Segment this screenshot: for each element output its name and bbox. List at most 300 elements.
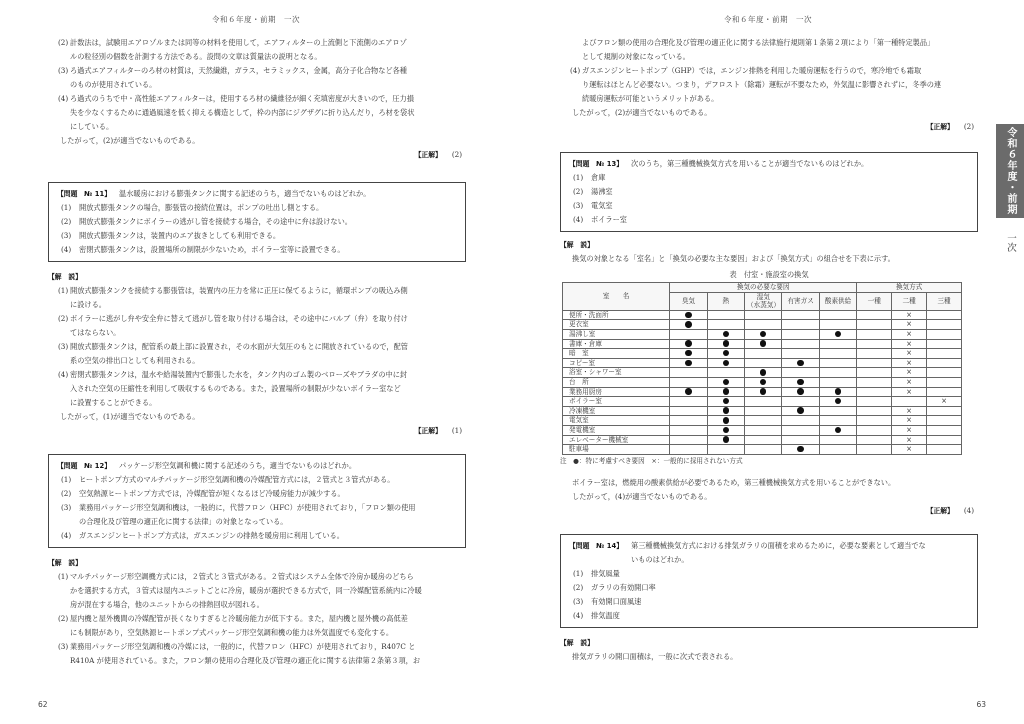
- room-name: 冷凍機室: [563, 406, 670, 416]
- option-text: 排気風量: [591, 568, 620, 578]
- continued-text: [560, 36, 978, 64]
- text-line: ヒートポンプ方式のマルチパッケージ形空気調和機の冷媒配管方式には，２管式と３管式がある。: [79, 475, 395, 484]
- dot-marker: [760, 331, 767, 338]
- conclusion: したがって，(2)が適当でないものである。: [60, 136, 200, 145]
- factor-cell: [819, 387, 856, 397]
- method-cell: ×: [892, 387, 927, 397]
- method-cell: ×: [892, 425, 927, 435]
- text-line: り運転はほとんど必要ない。つまり，デフロスト（除霜）運転が不要なため，外気温に影響されずに，冬季の連: [582, 80, 942, 89]
- factor-cell: [670, 329, 707, 339]
- question-stem-continued: いものはどれか。: [631, 554, 689, 564]
- factor-cell: [670, 425, 707, 435]
- question-title: [569, 539, 969, 553]
- option-text: 開放式膨張タンクにボイラーの逃がし管を接続する場合，その途中に弁は設けない。: [79, 217, 352, 226]
- dot-marker: [685, 350, 692, 357]
- factor-cell: [745, 406, 782, 416]
- right-column: [560, 36, 978, 664]
- option-list: [569, 567, 969, 623]
- dot-marker: [723, 417, 730, 424]
- methods-group-header: 換気方式: [857, 283, 962, 293]
- text-line: 系の空気の排出口としても利用される。: [70, 356, 200, 365]
- factor-cell: [707, 406, 744, 416]
- list-item: [48, 570, 466, 612]
- question-title: [57, 187, 457, 201]
- method-cell: [857, 349, 892, 359]
- text-line: ボイラーに逃がし弁や安全弁に替えて逃がし管を取り付ける場合は，その途中にバルブ（弁）を取り付け: [70, 314, 408, 323]
- factor-cell: [819, 397, 856, 407]
- dot-marker: [835, 388, 842, 395]
- factor-header: 臭気: [670, 292, 707, 310]
- room-name: ボイラー室: [563, 397, 670, 407]
- method-cell: [857, 435, 892, 445]
- option-item: [57, 201, 457, 215]
- question-stem: パッケージ形空気調和機に関する記述のうち，適当でないものはどれか。: [119, 461, 357, 470]
- item-marker: (2): [58, 38, 69, 47]
- explanation-label: 【解 説】: [48, 273, 82, 281]
- room-name: 業務用厨房: [563, 387, 670, 397]
- method-cell: ×: [892, 310, 927, 320]
- factors-group-header: 換気の必要な要因: [670, 283, 857, 293]
- answer-line: [560, 120, 978, 134]
- option-marker: (1): [573, 173, 584, 182]
- dot-marker: [760, 388, 767, 395]
- dot-marker: [723, 398, 730, 405]
- method-cell: [927, 349, 962, 359]
- item-text: [70, 92, 466, 134]
- option-text: 排気温度: [591, 610, 620, 620]
- factor-cell: [819, 435, 856, 445]
- text-line: ルの粒径別の個数を計測する方法である。設問の文章は質量法の説明となる。: [70, 52, 322, 61]
- table-row: [563, 358, 962, 368]
- table-row: [563, 377, 962, 387]
- option-item: [57, 229, 457, 243]
- item-text: [70, 312, 466, 340]
- method-cell: ×: [892, 320, 927, 330]
- method-header: 二種: [892, 292, 927, 310]
- table-row: [563, 349, 962, 359]
- dot-marker: [797, 379, 804, 386]
- dot-marker: [723, 350, 730, 357]
- factor-cell: [707, 349, 744, 359]
- room-name: 発電機室: [563, 425, 670, 435]
- table-row: [563, 435, 962, 445]
- answer-line: [48, 148, 466, 162]
- list-item: [57, 529, 457, 543]
- item-text: [70, 368, 466, 410]
- room-name: コピー室: [563, 358, 670, 368]
- table-row: [563, 387, 962, 397]
- factor-cell: [707, 445, 744, 455]
- text-line: てはならない。: [70, 328, 121, 337]
- factor-cell: [707, 397, 744, 407]
- factor-cell: [782, 310, 819, 320]
- method-cell: [857, 377, 892, 387]
- option-marker: (2): [61, 217, 72, 226]
- option-marker: (2): [573, 582, 584, 592]
- option-item: [569, 185, 969, 199]
- text-line: 開放式膨張タンクを接続する膨張管は，装置内の圧力を常に正圧に保てるように，循環ポンプの吸込み側: [70, 286, 408, 295]
- table-row: [563, 445, 962, 455]
- factor-cell: [745, 397, 782, 407]
- list-item: [48, 340, 466, 368]
- text-line: かを選択する方式，３管式は屋内ユニットごとに冷房，暖房が選択できる方式で，同一冷媒配管系統内に冷暖: [70, 586, 422, 595]
- method-cell: ×: [892, 349, 927, 359]
- answer-label: 【正解】: [414, 427, 442, 435]
- method-cell: [927, 320, 962, 330]
- room-name: 電気室: [563, 416, 670, 426]
- method-cell: [927, 368, 962, 378]
- factor-cell: [745, 435, 782, 445]
- option-item: [569, 171, 969, 185]
- option-item: [57, 243, 457, 257]
- conclusion: したがって，(1)が適当でないものである。: [60, 412, 200, 421]
- table-row: [563, 339, 962, 349]
- option-marker: (3): [61, 231, 72, 240]
- factor-cell: [745, 329, 782, 339]
- table-caption: 表 付室・施設室の換気: [729, 270, 809, 279]
- option-item: [569, 581, 969, 595]
- dot-marker: [835, 427, 842, 434]
- factor-cell: [670, 387, 707, 397]
- factor-cell: [819, 310, 856, 320]
- factor-cell: [707, 339, 744, 349]
- method-cell: [927, 310, 962, 320]
- method-header: 一種: [857, 292, 892, 310]
- table-row: [563, 368, 962, 378]
- factor-cell: [745, 368, 782, 378]
- method-cell: ×: [892, 435, 927, 445]
- method-cell: [927, 445, 962, 455]
- dot-marker: [685, 388, 692, 395]
- factor-cell: [819, 358, 856, 368]
- factor-cell: [670, 377, 707, 387]
- dot-marker: [760, 379, 767, 386]
- text-line: ガスエンジンヒートポンプ方式は，ガスエンジンの排熱を暖房用に利用している。: [79, 531, 344, 540]
- factor-cell: [819, 339, 856, 349]
- item-text: [70, 570, 466, 612]
- factor-header: 湿気 （水蒸気）: [745, 292, 782, 310]
- table-row: [563, 397, 962, 407]
- question-number: 【問題 № 11】: [57, 190, 111, 198]
- method-cell: [857, 368, 892, 378]
- factor-cell: [745, 416, 782, 426]
- dot-marker: [835, 331, 842, 338]
- text-line: のものが使用されている。: [70, 80, 157, 89]
- explanation-text: ボイラー室は，燃焼用の酸素供給が必要であるため，第三種機械換気方式を用いることができない。: [572, 477, 896, 487]
- dot-marker: [797, 388, 804, 395]
- item-marker: (2): [58, 614, 69, 623]
- answer-label: 【正解】: [414, 151, 442, 159]
- factor-cell: [782, 445, 819, 455]
- answer-value: (2): [963, 122, 974, 131]
- factor-cell: [782, 320, 819, 330]
- factor-cell: [745, 320, 782, 330]
- text-line: に設置することができる。: [70, 398, 157, 407]
- item-text: [79, 529, 457, 543]
- table-row: [563, 310, 962, 320]
- text-line: ろ過式エアフィルターのろ材の材質は，天然繊維，ガラス，セラミックス，金属，高分子化合物など各種: [70, 66, 407, 75]
- factor-cell: [670, 358, 707, 368]
- method-cell: [892, 397, 927, 407]
- factor-cell: [782, 377, 819, 387]
- dot-marker: [685, 312, 692, 319]
- table-row: [563, 416, 962, 426]
- factor-cell: [819, 320, 856, 330]
- option-item: [57, 215, 457, 229]
- method-cell: ×: [927, 397, 962, 407]
- option-text: 開放式膨張タンクは，装置内のエア抜きとしても利用できる。: [79, 231, 281, 240]
- option-marker: (3): [573, 596, 584, 606]
- list-item: [48, 640, 466, 668]
- factor-cell: [707, 320, 744, 330]
- factor-cell: [819, 445, 856, 455]
- option-text: 倉庫: [591, 173, 606, 182]
- table-row: [563, 329, 962, 339]
- factor-cell: [707, 425, 744, 435]
- text-line: 空気熱源ヒートポンプ方式では，冷媒配管が短くなるほど冷暖房能力が減少する。: [79, 489, 345, 498]
- dot-marker: [797, 446, 804, 453]
- item-marker: (1): [61, 475, 72, 484]
- room-name: 書庫・倉庫: [563, 339, 670, 349]
- factor-cell: [670, 406, 707, 416]
- text-line: マルチパッケージ形空調機方式には，２管式と３管式がある。２管式はシステム全体で冷房か暖房のどちら: [70, 572, 414, 581]
- list-item: [48, 284, 466, 312]
- option-text: 開放式膨張タンクの場合，膨張管の接続位置は，ポンプの吐出し側とする。: [79, 203, 324, 212]
- room-name: エレベーター機械室: [563, 435, 670, 445]
- dot-marker: [723, 436, 730, 443]
- item-marker: (2): [61, 489, 72, 498]
- list-item: [48, 368, 466, 410]
- dot-marker: [723, 340, 730, 347]
- factor-cell: [670, 320, 707, 330]
- factor-cell: [707, 329, 744, 339]
- running-header: 令和６年度・前期 一次: [724, 15, 812, 24]
- question-number: 【問題 № 14】: [569, 541, 623, 550]
- option-marker: (4): [61, 245, 72, 254]
- text-line: よびフロン類の使用の合理化及び管理の適正化に関する法律施行規則第１条第２項により「第一種特定製品」: [582, 38, 935, 47]
- option-text: ボイラー室: [591, 215, 627, 224]
- factor-header: 熱: [707, 292, 744, 310]
- list-item: [560, 64, 978, 106]
- dot-marker: [835, 398, 842, 405]
- question-stem: 次のうち，第三種機械換気方式を用いることが適当でないものはどれか。: [631, 159, 869, 168]
- explanation-label: 【解 説】: [560, 638, 594, 647]
- factor-cell: [670, 397, 707, 407]
- list-item: [57, 473, 457, 487]
- question-stem: 温水暖房における膨張タンクに関する記述のうち，適当でないものはどれか。: [119, 189, 371, 198]
- method-cell: [857, 358, 892, 368]
- dot-marker: [723, 360, 730, 367]
- text-line: 業務用パッケージ形空気調和機は，一般的に，代替フロン（HFC）が使用されており，「フロン類の使用: [79, 503, 416, 512]
- item-marker: (4): [61, 531, 72, 540]
- factor-cell: [707, 435, 744, 445]
- text-line: として規制の対象になっている。: [582, 52, 690, 61]
- option-text: ガラリの有効開口率: [591, 582, 656, 592]
- text-line: 計数法は，試験用エアロゾルまたは同等の材料を使用して，エアフィルターの上流側と下流側のエアロゾ: [70, 38, 407, 47]
- method-cell: ×: [892, 358, 927, 368]
- item-marker: (2): [58, 314, 69, 323]
- method-cell: ×: [892, 377, 927, 387]
- factor-cell: [745, 377, 782, 387]
- answer-line: [560, 504, 978, 518]
- dot-marker: [797, 360, 804, 367]
- text-line: にも制限があり，空気熱源ヒートポンプ式パッケージ形空気調和機の能力は外気温度でも変化する。: [70, 628, 394, 637]
- factor-cell: [707, 387, 744, 397]
- room-name: 台 所: [563, 377, 670, 387]
- item-text: [79, 487, 457, 501]
- dot-marker: [797, 407, 804, 414]
- item-marker: (3): [58, 66, 69, 75]
- method-cell: [927, 387, 962, 397]
- question-box-12: [48, 454, 466, 548]
- table-note: 注 ●：特に考慮すべき要因 ×：一般的に採用されない方式: [560, 456, 743, 465]
- dot-marker: [685, 321, 692, 328]
- factor-cell: [745, 387, 782, 397]
- option-item: [569, 609, 969, 623]
- answer-value: (1): [451, 426, 462, 435]
- method-cell: [857, 425, 892, 435]
- method-cell: ×: [892, 368, 927, 378]
- question-stem: 第三種機械換気方式における排気ガラリの面積を求めるために，必要な要素として適当でな: [631, 540, 926, 550]
- option-text: 電気室: [591, 201, 613, 210]
- chapter-subtab: 一次: [1005, 232, 1016, 252]
- question-box-11: [48, 182, 466, 262]
- item-marker: (4): [58, 94, 69, 103]
- factor-cell: [819, 416, 856, 426]
- dot-marker: [723, 331, 730, 338]
- factor-cell: [782, 406, 819, 416]
- explanation-list: [48, 284, 466, 410]
- chapter-tab: 令和６年度・前期: [996, 124, 1024, 218]
- method-cell: [857, 406, 892, 416]
- list-item: [48, 64, 466, 92]
- room-name: 駐車場: [563, 445, 670, 455]
- text-line: 入された空気の圧縮性を利用して吸収するものである。また，設置場所の制限が少ないボイラー室など: [70, 384, 401, 393]
- item-text: [79, 473, 457, 487]
- explanation-intro: 換気の対象となる「室名」と「換気の必要な主な要因」および「換気方式」の組合せを下表に示す。: [572, 254, 895, 263]
- table-row: [563, 406, 962, 416]
- method-cell: [857, 329, 892, 339]
- dot-marker: [723, 427, 730, 434]
- method-cell: [927, 329, 962, 339]
- list-item: [48, 92, 466, 134]
- dot-marker: [723, 407, 730, 414]
- method-cell: ×: [892, 329, 927, 339]
- text-line: にしている。: [70, 122, 114, 131]
- item-text: [70, 284, 466, 312]
- option-text: 有効開口面風速: [591, 596, 642, 606]
- text-line: ろ過式のうちで中・高性能エアフィルターは，使用するろ材の繊維径が細く充填密度が大きいので，圧力損: [70, 94, 414, 103]
- room-header: 室 名: [563, 283, 670, 311]
- factor-cell: [707, 368, 744, 378]
- room-name: 便所・洗面所: [563, 310, 670, 320]
- factor-cell: [782, 435, 819, 445]
- option-marker: (4): [573, 215, 584, 224]
- list-item: [48, 36, 466, 64]
- method-cell: [857, 339, 892, 349]
- factor-cell: [745, 349, 782, 359]
- text-line: 房が混在する場合，他のユニットからの排熱回収が図れる。: [70, 600, 264, 609]
- option-marker: (4): [573, 610, 584, 620]
- method-cell: [857, 445, 892, 455]
- factor-cell: [782, 387, 819, 397]
- text-line: の合理化及び管理の適正化に関する法律」の対象となっている。: [79, 517, 288, 526]
- option-marker: (3): [573, 201, 584, 210]
- question-box-14: [560, 534, 978, 628]
- factor-cell: [670, 368, 707, 378]
- factor-cell: [819, 377, 856, 387]
- method-cell: [927, 425, 962, 435]
- item-text: [70, 640, 466, 668]
- item-text: [79, 501, 457, 529]
- method-cell: [927, 339, 962, 349]
- list-item: [57, 501, 457, 529]
- dot-marker: [760, 340, 767, 347]
- list-item: [48, 612, 466, 640]
- room-name: 更衣室: [563, 320, 670, 330]
- option-marker: (1): [61, 203, 72, 212]
- list-item: [48, 312, 466, 340]
- room-name: 浴室・シャワー室: [563, 368, 670, 378]
- method-cell: ×: [892, 445, 927, 455]
- factor-cell: [707, 310, 744, 320]
- page-number: 63: [976, 700, 986, 709]
- item-text: [70, 340, 466, 368]
- text-line: 業務用パッケージ形空気調和機の冷媒には，一般的に，代替フロン（HFC）が使用されており，R407C と: [70, 642, 416, 651]
- item-marker: (4): [570, 66, 581, 75]
- option-item: [569, 213, 969, 227]
- dot-marker: [760, 369, 767, 376]
- table-row: [563, 320, 962, 330]
- item-marker: (4): [58, 370, 69, 379]
- factor-cell: [707, 358, 744, 368]
- option-item: [569, 199, 969, 213]
- item-marker: (3): [61, 503, 72, 512]
- method-cell: [857, 416, 892, 426]
- factor-cell: [819, 425, 856, 435]
- factor-cell: [670, 310, 707, 320]
- option-marker: (2): [573, 187, 584, 196]
- factor-header: 酸素供給: [819, 292, 856, 310]
- room-name: 湯沸し室: [563, 329, 670, 339]
- factor-cell: [745, 425, 782, 435]
- explanation-intro: 排気ガラリの開口面積は，一般に次式で表される。: [572, 651, 738, 661]
- text-line: ガスエンジンヒートポンプ（GHP）では，エンジン排熱を利用した暖房運転を行うので，寒冷地でも霜取: [582, 66, 922, 75]
- method-cell: [927, 358, 962, 368]
- method-cell: ×: [892, 416, 927, 426]
- answer-value: (2): [451, 150, 462, 159]
- answer-value: (4): [963, 505, 974, 515]
- question-title: [569, 157, 969, 171]
- text-line: 失を少なくするために通過風速を低く抑える構造として，枠の内部にジグザグに折り込んだり，ろ材を袋状: [70, 108, 415, 117]
- item-text: [70, 64, 466, 92]
- room-name: 暗 室: [563, 349, 670, 359]
- method-cell: [857, 387, 892, 397]
- factor-cell: [670, 445, 707, 455]
- factor-cell: [819, 329, 856, 339]
- factor-cell: [782, 368, 819, 378]
- factor-cell: [745, 339, 782, 349]
- method-header: 三種: [927, 292, 962, 310]
- dot-marker: [723, 379, 730, 386]
- item-text: [70, 36, 466, 64]
- text-line: 続暖房運転が可能というメリットがある。: [582, 94, 719, 103]
- question-number: 【問題 № 13】: [569, 160, 623, 168]
- option-marker: (1): [573, 568, 584, 578]
- factor-cell: [819, 406, 856, 416]
- method-cell: [857, 397, 892, 407]
- method-cell: [927, 377, 962, 387]
